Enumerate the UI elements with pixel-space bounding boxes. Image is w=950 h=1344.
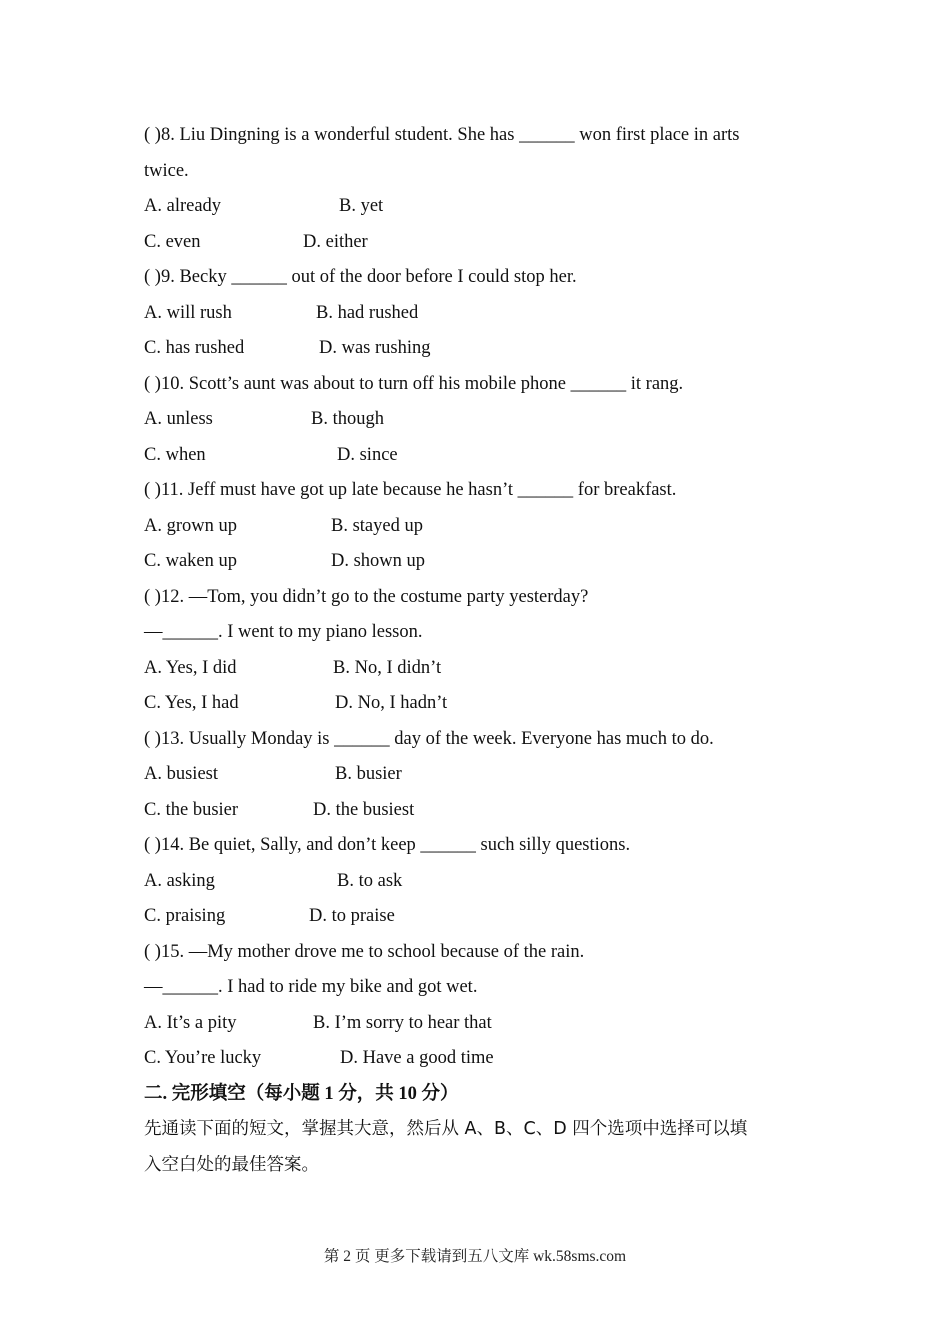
document-page: [144, 118, 814, 1183]
question-text: ( )13. Usually Monday is ______ day of the week. Everyone has much to do.: [144, 728, 714, 749]
question-item: [144, 367, 814, 474]
question-text: twice.: [144, 160, 189, 181]
answer-option: A. asking: [144, 870, 215, 891]
option-row: [144, 296, 814, 332]
question-list: [144, 118, 814, 1077]
answer-option: B. No, I didn’t: [333, 657, 442, 678]
answer-option: B. busier: [335, 764, 402, 784]
question-text: ( )12. —Tom, you didn’t go to the costume party yesterday?: [144, 586, 589, 607]
answer-option: B. I’m sorry to hear that: [313, 1012, 492, 1033]
answer-option: B. stayed up: [331, 515, 423, 536]
answer-option: C. has rushed: [144, 338, 245, 358]
answer-option: B. to ask: [337, 870, 403, 891]
answer-option: C. even: [144, 231, 201, 252]
answer-option: B. though: [311, 409, 384, 429]
question-item: [144, 118, 814, 260]
question-item: [144, 260, 814, 367]
option-row: [144, 864, 814, 900]
answer-option: D. either: [303, 231, 368, 252]
answer-option: C. when: [144, 444, 206, 465]
answer-option: D. to praise: [309, 906, 395, 926]
question-item: [144, 722, 814, 829]
section-title: 二. 完形填空（每小题 1 分，共 10 分）: [144, 1083, 459, 1104]
answer-option: A. unless: [144, 409, 213, 429]
question-text: —______. I went to my piano lesson.: [144, 622, 423, 642]
answer-option: C. Yes, I had: [144, 693, 239, 713]
option-row: [144, 331, 814, 367]
question-item: [144, 473, 814, 580]
option-row: [144, 402, 814, 438]
question-text: ( )14. Be quiet, Sally, and don’t keep ______ such silly questions.: [144, 835, 631, 855]
answer-option: C. You’re lucky: [144, 1048, 262, 1068]
answer-option: C. the busier: [144, 799, 239, 820]
option-row: [144, 438, 814, 474]
question-text: ( )10. Scott’s aunt was about to turn off his mobile phone ______ it rang.: [144, 373, 684, 394]
answer-option: A. grown up: [144, 515, 238, 536]
option-row: [144, 1006, 814, 1042]
question-text: —______. I had to ride my bike and got wet.: [144, 977, 478, 997]
option-row: [144, 686, 814, 722]
option-row: [144, 189, 814, 225]
question-item: [144, 580, 814, 722]
answer-option: C. praising: [144, 906, 226, 926]
question-item: [144, 935, 814, 1077]
answer-option: A. already: [144, 196, 222, 216]
option-row: [144, 651, 814, 687]
question-text: ( )9. Becky ______ out of the door before I could stop her.: [144, 267, 577, 287]
option-row: [144, 899, 814, 935]
answer-option: D. was rushing: [319, 338, 431, 358]
option-row: [144, 544, 814, 580]
answer-option: A. Yes, I did: [144, 657, 237, 678]
option-row: [144, 1041, 814, 1077]
question-text: ( )8. Liu Dingning is a wonderful student. She has ______ won first place in arts: [144, 125, 740, 145]
question-text: ( )11. Jeff must have got up late because he hasn’t ______ for breakfast.: [144, 480, 677, 500]
option-row: [144, 509, 814, 545]
answer-option: D. shown up: [331, 551, 426, 571]
question-text: ( )15. —My mother drove me to school because of the rain.: [144, 941, 585, 962]
answer-option: D. the busiest: [313, 799, 415, 820]
answer-option: B. had rushed: [316, 302, 419, 323]
answer-option: A. It’s a pity: [144, 1012, 237, 1033]
option-row: [144, 225, 814, 261]
answer-option: A. busiest: [144, 764, 218, 784]
section-instructions-line-2: 入空白处的最佳答案。: [144, 1154, 319, 1175]
answer-option: D. No, I hadn’t: [335, 693, 448, 713]
answer-option: D. Have a good time: [340, 1048, 494, 1068]
answer-option: D. since: [337, 444, 398, 465]
section-instructions-line-1: 先通读下面的短文，掌握其大意，然后从 A、B、C、D 四个选项中选择可以填: [144, 1119, 748, 1139]
page-footer: 第 2 页 更多下载请到五八文库 wk.58sms.com: [323, 1248, 627, 1265]
answer-option: A. will rush: [144, 302, 232, 323]
option-row: [144, 757, 814, 793]
answer-option: C. waken up: [144, 551, 237, 571]
question-item: [144, 828, 814, 935]
answer-option: B. yet: [339, 196, 384, 216]
option-row: [144, 793, 814, 829]
